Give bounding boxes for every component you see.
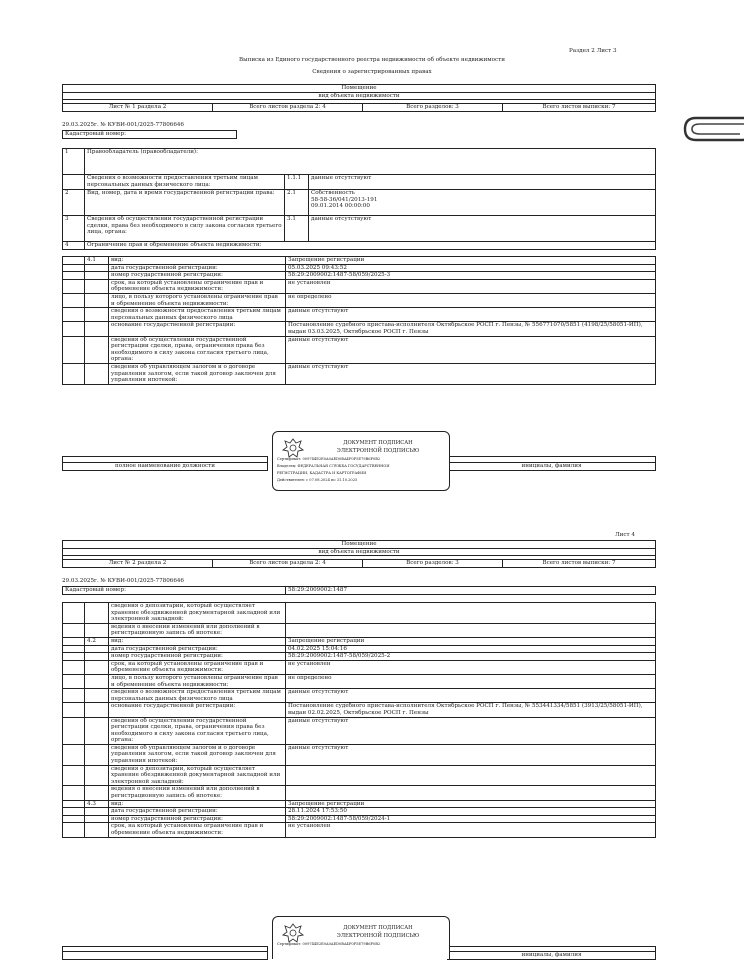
right-value (309, 190, 656, 216)
encumbrance-row (63, 674, 656, 688)
stamp-owner-cont: РЕГИСТРАЦИИ, КАДАСТРА И КАРТОГРАФИИ (277, 471, 367, 475)
coat-of-arms-icon (281, 922, 305, 944)
object-type-caption: вид объекта недвижимости (63, 92, 656, 100)
sub-number (85, 660, 109, 674)
field-label: вид: (109, 257, 286, 265)
stamp-owner: Владелец: ФЕДЕРАЛЬНАЯ СЛУЖБА ГОСУДАРСТВЕННОЙ (277, 464, 390, 468)
right-reg-number: 58-58-36/041/2013-191 (311, 196, 378, 203)
encumbrance-row (63, 800, 656, 808)
right-label: Вид, номер, дата и время государственной регистрации права: (85, 190, 285, 216)
cadastral-label-2: Кадастровый номер: (63, 587, 286, 595)
stamp-certificate-2: Сертификат: 009744E2E0A0AED0BA4F0F5E79B6F0B2 (277, 942, 381, 946)
field-value: Запрещение регистрации (286, 257, 656, 265)
row-number (63, 279, 85, 293)
field-value: данные отсутствуют (286, 308, 656, 322)
cadastral-value-2: 58:29:2009002:1487 (286, 587, 656, 595)
field-label: лицо, в пользу которого установлены ограничение прав и обременение объекта недвижимости: (109, 674, 286, 688)
row-number (63, 175, 85, 190)
sheets-total-2: Всего листов раздела 2: 4 (213, 560, 363, 568)
sub-number (85, 808, 109, 816)
extract-date-number: 29.03.2025г. № КУВИ-001/2025-77806646 (62, 122, 184, 128)
stamp-title: ДОКУМЕНТ ПОДПИСАН (343, 440, 413, 446)
sub-number (85, 336, 109, 363)
encumbrance-row (63, 363, 656, 384)
encumbrance-row (63, 272, 656, 280)
encumbrance-row (63, 653, 656, 661)
header-table (62, 84, 656, 112)
sub-number (85, 293, 109, 307)
row-number (63, 264, 85, 272)
field-label: лицо, в пользу которого установлены ограничение прав и обременение объекта недвижимости: (109, 293, 286, 307)
deal-value: данные отсутствуют (309, 216, 656, 242)
sub-number (85, 744, 109, 765)
encumbrance-row (63, 637, 656, 645)
sections-total: Всего разделов: 3 (363, 104, 503, 112)
field-label: дата государственной регистрации: (109, 808, 286, 816)
field-label: сведения о возможности предоставления третьим лицам персональных данных физического лица (109, 308, 286, 322)
sub-number (85, 279, 109, 293)
rights-table (62, 148, 656, 250)
sub-number (85, 363, 109, 384)
encumbrance-row (63, 603, 656, 624)
row-number (63, 660, 85, 674)
sub-number (85, 264, 109, 272)
stamp-subtitle-2: ЭЛЕКТРОННОЙ ПОДПИСЬЮ (336, 933, 420, 939)
sub-number (85, 717, 109, 744)
sheets-total: Всего листов раздела 2: 4 (213, 104, 363, 112)
stamp-certificate: Сертификат: 009744E2E0A0AED0BA4F0F5E79B6F0B2 (277, 457, 381, 461)
sub-number (85, 308, 109, 322)
encumbrance-row (63, 308, 656, 322)
right-type: Собственность (311, 190, 355, 196)
field-value: не определено (286, 293, 656, 307)
encumbrance-row (63, 815, 656, 823)
encumbrance-row (63, 744, 656, 765)
encumbrance-row (63, 257, 656, 265)
field-value: Постановление судебного пристава-исполнителя Октябрьское РОСП г. Пензы, № 553441334/5851 (3913/25/58051-ИП), выдан 02.02.2025, Октябрьское РОСП г. Пензы (286, 703, 656, 717)
cadastral-box-2 (62, 586, 656, 595)
row-number (63, 689, 85, 703)
header-table-2 (62, 540, 656, 568)
cadastral-box (62, 130, 237, 139)
encumbrance-row (63, 808, 656, 816)
deal-label: Сведения об осуществлении государственной регистрации сделки, права без необходимого в силу закона согласия третьего лица, органа: (85, 216, 285, 242)
sub-number (85, 623, 109, 637)
field-value: данные отсутствуют (286, 717, 656, 744)
sub-number (85, 603, 109, 624)
stamp-title-2: ДОКУМЕНТ ПОДПИСАН (343, 925, 413, 931)
document-title: Выписка из Единого государственного реестра недвижимости об объекте недвижимости (239, 57, 505, 63)
encumbrance-row (63, 660, 656, 674)
field-value (286, 786, 656, 800)
field-label: ведения о внесении изменений или дополнений в регистрационную запись об ипотеке: (109, 786, 286, 800)
row-number (63, 815, 85, 823)
document-subtitle: Сведения о зарегистрированных правах (312, 69, 432, 75)
sub-number (85, 815, 109, 823)
row-number (63, 322, 85, 336)
field-label: ведения о внесении изменений или дополнений в регистрационную запись об ипотеке: (109, 623, 286, 637)
row-number: 3 (63, 216, 85, 242)
field-value: Запрещение регистрации (286, 637, 656, 645)
field-value: данные отсутствуют (286, 689, 656, 703)
row-number (63, 786, 85, 800)
row-number (63, 653, 85, 661)
field-value: данные отсутствуют (286, 336, 656, 363)
field-value: 04.02.2025 15:04:16 (286, 645, 656, 653)
row-number (63, 308, 85, 322)
position-caption: полное наименование должности (63, 463, 268, 471)
encumbrance-row (63, 823, 656, 837)
field-label: срок, на который установлены ограничение прав и обременение объекта недвижимости: (109, 279, 286, 293)
row-number (63, 257, 85, 265)
row-number (63, 800, 85, 808)
object-type-2: Помещение (63, 541, 656, 549)
coat-of-arms-icon (281, 437, 305, 459)
field-value: Постановление судебного пристава-исполнителя Октябрьское РОСП г. Пензы, № 556771070/5851 (4198/25/58051-ИП), выдан 03.03.2025, Октябрьское РОСП г. Пензы (286, 322, 656, 336)
field-label: номер государственной регистрации: (109, 815, 286, 823)
sub-number (85, 765, 109, 786)
e-signature-stamp (272, 431, 450, 491)
field-label: сведения о возможности предоставления третьим лицам персональных данных физического лица (109, 689, 286, 703)
row-number: 2 (63, 190, 85, 216)
row-number (63, 623, 85, 637)
field-label: сведения о депозитарии, который осуществляет хранение обездвиженной документарной закладной или электронной закладной: (109, 603, 286, 624)
encumbrance-table (62, 256, 656, 385)
field-value: Запрещение регистрации (286, 800, 656, 808)
field-label: дата государственной регистрации: (109, 264, 286, 272)
sub-number (85, 674, 109, 688)
encumbrance-table-2 (62, 602, 656, 838)
paperclip-icon (682, 112, 744, 148)
row-number (63, 674, 85, 688)
field-label: сведения о депозитарии, который осуществляет хранение обездвиженной документарной закладной или электронной закладной: (109, 765, 286, 786)
sheet-label: Раздел 2 Лист 3 (569, 48, 617, 54)
field-value (286, 603, 656, 624)
field-value: 05.03.2025 09:43:52 (286, 264, 656, 272)
row-number (63, 645, 85, 653)
row-number: 4 (63, 242, 85, 250)
row-number (63, 336, 85, 363)
encumbrance-row (63, 336, 656, 363)
field-label: номер государственной регистрации: (109, 653, 286, 661)
stamp-validity: Действителен: с 07.08.2024 по 31.10.2025 (277, 478, 358, 482)
field-label: срок, на который установлены ограничение прав и обременение объекта недвижимости: (109, 660, 286, 674)
object-type-caption-2: вид объекта недвижимости (63, 548, 656, 556)
field-value: 58:29:2009002:1487-58/059/2025-2 (286, 653, 656, 661)
field-label: вид: (109, 637, 286, 645)
row-number (63, 363, 85, 384)
encumbrance-row (63, 717, 656, 744)
encumbrance-row (63, 279, 656, 293)
sub-number: 4.2 (85, 637, 109, 645)
holder-label: Правообладатель (правообладатели): (85, 149, 656, 175)
consent-value: данные отсутствуют (309, 175, 656, 190)
field-label: вид: (109, 800, 286, 808)
field-value: данные отсутствуют (286, 744, 656, 765)
right-reg-date: 09.01.2014 00:00:00 (311, 203, 370, 210)
sub-number (85, 322, 109, 336)
deal-number: 3.1 (285, 216, 309, 242)
extract-sheets-2: Всего листов выписки: 7 (503, 560, 656, 568)
cadastral-label: Кадастровый номер: (63, 131, 237, 139)
row-number (63, 717, 85, 744)
row-number: 1 (63, 149, 85, 175)
field-label: основание государственной регистрации: (109, 322, 286, 336)
row-number (63, 272, 85, 280)
sub-number (85, 786, 109, 800)
e-signature-stamp-2 (272, 916, 450, 959)
encumbrance-row (63, 689, 656, 703)
field-label: сведения об осуществлении государственной регистрации сделки, права, ограничения права без необходимого в силу закона согласия третьего лица, органа: (109, 336, 286, 363)
field-label: дата государственной регистрации: (109, 645, 286, 653)
sub-number: 4.1 (85, 257, 109, 265)
row-number (63, 744, 85, 765)
row-number (63, 603, 85, 624)
row-number (63, 808, 85, 816)
field-label: номер государственной регистрации: (109, 272, 286, 280)
row-number (63, 293, 85, 307)
sub-number (85, 653, 109, 661)
sub-number (85, 645, 109, 653)
field-value: данные отсутствуют (286, 363, 656, 384)
consent-label: Сведения о возможности предоставления третьим лицам персональных данных физического лица: (85, 175, 285, 190)
field-value: не установлен (286, 660, 656, 674)
extract-sheets: Всего листов выписки: 7 (503, 104, 656, 112)
sub-number (85, 689, 109, 703)
field-label: основание государственной регистрации: (109, 703, 286, 717)
field-value: 58:29:2009002:1487-58/059/2025-3 (286, 272, 656, 280)
sub-number (85, 703, 109, 717)
encumbrance-row (63, 703, 656, 717)
initials-caption: инициалы, фамилия (448, 463, 656, 471)
sheet-label-2: Лист 4 (615, 532, 635, 538)
encumbrance-row (63, 623, 656, 637)
encumbrance-row (63, 322, 656, 336)
right-number: 2.1 (285, 190, 309, 216)
field-value (286, 765, 656, 786)
field-value: не определено (286, 674, 656, 688)
field-label: сведения об осуществлении государственной регистрации сделки, права, ограничения права без необходимого в силу закона согласия третьего лица, органа: (109, 717, 286, 744)
row-number (63, 765, 85, 786)
field-value: 28.11.2024 17:53:50 (286, 808, 656, 816)
row-number (63, 703, 85, 717)
stamp-subtitle: ЭЛЕКТРОННОЙ ПОДПИСЬЮ (336, 448, 420, 454)
sections-total-2: Всего разделов: 3 (363, 560, 503, 568)
field-value: не установлен (286, 279, 656, 293)
encumbrance-row (63, 786, 656, 800)
field-value: 58:29:2009002:1487-58/059/2024-1 (286, 815, 656, 823)
sheet-number: Лист № 1 раздела 2 (63, 104, 213, 112)
row-number (63, 823, 85, 837)
restrict-label: Ограничение прав и обременение объекта недвижимости: (85, 242, 656, 250)
row-number (63, 637, 85, 645)
field-label: срок, на который установлены ограничение прав и обременение объекта недвижимости: (109, 823, 286, 837)
object-type: Помещение (63, 85, 656, 93)
initials-caption-2: инициалы, фамилия (448, 952, 656, 960)
encumbrance-row (63, 264, 656, 272)
sheet-number-2: Лист № 2 раздела 2 (63, 560, 213, 568)
encumbrance-row (63, 765, 656, 786)
sub-number: 4.3 (85, 800, 109, 808)
field-label: сведения об управляющем залогом и о договоре управления залогом, если такой договор заключен для управления ипотекой: (109, 744, 286, 765)
sub-number (85, 823, 109, 837)
field-value: не установлен (286, 823, 656, 837)
encumbrance-row (63, 645, 656, 653)
encumbrance-row (63, 293, 656, 307)
sub-number (85, 272, 109, 280)
field-value (286, 623, 656, 637)
field-label: сведения об управляющем залогом и о договоре управления залогом, если такой договор заключен для управления ипотекой: (109, 363, 286, 384)
extract-date-number-2: 29.03.2025г. № КУВИ-001/2025-77806646 (62, 578, 184, 584)
consent-number: 1.1.1 (285, 175, 309, 190)
